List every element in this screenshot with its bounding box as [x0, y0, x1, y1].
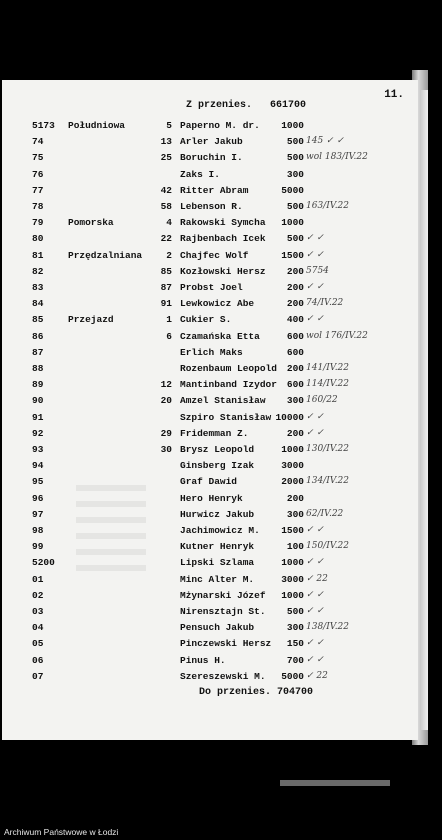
table-row: [2, 136, 418, 152]
entry-number: 06: [32, 654, 44, 666]
person-name: Probst Joel: [180, 282, 243, 293]
amount: 100: [286, 541, 304, 553]
entry-number: 5173: [32, 120, 55, 131]
table-row: [2, 493, 418, 509]
amount: 700: [286, 654, 304, 666]
entry-number: 85: [32, 314, 44, 326]
amount: 200: [286, 282, 304, 293]
entry-number: 87: [32, 346, 44, 358]
amount: 200: [286, 298, 304, 310]
table-row: [2, 525, 418, 541]
table-row: [2, 638, 418, 654]
entry-number: 97: [32, 508, 44, 520]
handwritten-note: wol 176/IV.22: [306, 330, 368, 341]
entry-number: 96: [32, 492, 44, 504]
table-row: [2, 444, 418, 460]
entry-number: 5200: [32, 557, 55, 569]
amount: 3000: [281, 460, 304, 472]
amount: 1500: [281, 249, 304, 261]
entry-number: 80: [32, 233, 44, 245]
house-number: 2: [166, 249, 172, 261]
carry-over-bottom: Do przenies. 704700: [199, 687, 314, 698]
handwritten-note: ✓ ✓: [306, 557, 324, 568]
table-row: [2, 509, 418, 525]
handwritten-note: 5754: [306, 265, 329, 276]
handwritten-note: ✓ ✓: [306, 589, 324, 600]
amount: 600: [286, 330, 304, 342]
table-row: [2, 606, 418, 622]
person-name: Rozenbaum Leopold: [180, 363, 277, 374]
entry-number: 75: [32, 152, 44, 164]
handwritten-note: ✓ ✓: [306, 638, 324, 649]
amount: 1000: [281, 444, 304, 455]
entry-number: 90: [32, 395, 44, 407]
handwritten-note: ✓ ✓: [306, 249, 324, 260]
amount: 600: [286, 346, 304, 358]
person-name: Pinczewski Hersz: [180, 638, 272, 650]
amount: 150: [286, 638, 304, 650]
handwritten-note: ✓ 22: [306, 573, 328, 584]
entry-number: 95: [32, 476, 44, 488]
entry-number: 79: [32, 217, 44, 229]
entry-number: 78: [32, 201, 44, 212]
entry-number: 99: [32, 541, 44, 553]
handwritten-note: wol 183/IV.22: [306, 152, 368, 163]
handwritten-note: 160/22: [306, 395, 338, 406]
handwritten-note: 145 ✓ ✓: [306, 136, 344, 147]
handwritten-note: 150/IV.22: [306, 541, 350, 552]
table-row: [2, 590, 418, 606]
table-row: [2, 314, 418, 330]
person-name: Rajbenbach Icek: [180, 233, 266, 245]
house-number: 29: [160, 427, 172, 439]
page-shadow-edge: [280, 780, 390, 786]
amount: 500: [286, 201, 304, 212]
table-row: [2, 428, 418, 444]
entry-number: 07: [32, 670, 44, 682]
handwritten-note: 134/IV.22: [306, 476, 350, 487]
person-name: Ginsberg Izak: [180, 460, 255, 472]
handwritten-note: ✓ ✓: [306, 606, 324, 616]
entry-number: 91: [32, 411, 44, 423]
entry-number: 03: [32, 606, 44, 617]
amount: 3000: [281, 573, 304, 585]
person-name: Szereszewski M.: [180, 670, 266, 682]
amount: 1000: [281, 217, 304, 229]
person-name: Hero Henryk: [180, 492, 243, 504]
table-row: [2, 412, 418, 428]
person-name: Chajfec Wolf: [180, 249, 249, 261]
person-name: Cukier S.: [180, 314, 232, 326]
street-name: Południowa: [68, 120, 126, 131]
person-name: Arler Jakub: [180, 136, 243, 148]
person-name: Paperno M. dr.: [180, 120, 260, 131]
entry-number: 93: [32, 444, 44, 455]
amount: 600: [286, 379, 304, 391]
table-row: [2, 233, 418, 249]
person-name: Jachimowicz M.: [180, 525, 260, 536]
house-number: 25: [160, 152, 172, 164]
house-number: 20: [160, 395, 172, 407]
person-name: Zaks I.: [180, 168, 220, 180]
person-name: Nirensztajn St.: [180, 606, 266, 617]
house-number: 30: [160, 444, 172, 455]
amount: 200: [286, 265, 304, 277]
carry-over-top: Z przenies. 661700: [186, 100, 307, 111]
table-row: [2, 282, 418, 298]
entry-number: 74: [32, 136, 44, 148]
amount: 500: [286, 606, 304, 617]
house-number: 58: [160, 201, 172, 212]
person-name: Mżynarski Józef: [180, 589, 266, 601]
table-row: [2, 671, 418, 687]
archive-footer: [0, 822, 442, 840]
table-row: [2, 250, 418, 266]
person-name: Boruchin I.: [180, 152, 243, 164]
entry-number: 86: [32, 330, 44, 342]
amount: 10000: [275, 411, 304, 423]
table-row: [2, 574, 418, 590]
handwritten-note: ✓ ✓: [306, 411, 324, 422]
entry-number: 77: [32, 184, 44, 196]
entry-number: 84: [32, 298, 44, 310]
street-name: Przejazd: [68, 314, 114, 326]
amount: 1000: [281, 120, 304, 131]
entry-number: 83: [32, 282, 44, 293]
amount: 200: [286, 363, 304, 374]
amount: 1000: [281, 589, 304, 601]
amount: 2000: [281, 476, 304, 488]
house-number: 91: [160, 298, 172, 310]
person-name: Graf Dawid: [180, 476, 238, 488]
table-row: [2, 347, 418, 363]
handwritten-note: ✓ 22: [306, 670, 328, 681]
person-name: Erlich Maks: [180, 346, 243, 358]
person-name: Mantinband Izydor: [180, 379, 277, 391]
table-row: [2, 557, 418, 573]
entry-number: 76: [32, 168, 44, 180]
entry-number: 01: [32, 573, 44, 585]
book-page-edges: [420, 90, 428, 730]
amount: 300: [286, 622, 304, 634]
person-name: Czamańska Etta: [180, 330, 260, 342]
amount: 200: [286, 492, 304, 504]
amount: 5000: [281, 184, 304, 196]
table-row: [2, 331, 418, 347]
table-row: [2, 298, 418, 314]
house-number: 6: [166, 330, 172, 342]
house-number: 85: [160, 265, 172, 277]
amount: 300: [286, 168, 304, 180]
house-number: 22: [160, 233, 172, 245]
amount: 1000: [281, 557, 304, 569]
person-name: Szpiro Stanisław: [180, 411, 272, 423]
amount: 1500: [281, 525, 304, 536]
handwritten-note: ✓ ✓: [306, 525, 324, 535]
handwritten-note: ✓ ✓: [306, 233, 324, 244]
person-name: Amzel Stanisław: [180, 395, 266, 407]
table-row: [2, 120, 418, 136]
table-row: [2, 655, 418, 671]
handwritten-note: 114/IV.22: [306, 379, 350, 390]
amount: 5000: [281, 670, 304, 682]
house-number: 13: [160, 136, 172, 148]
person-name: Ritter Abram: [180, 184, 249, 196]
amount: 200: [286, 427, 304, 439]
amount: 300: [286, 508, 304, 520]
table-row: [2, 217, 418, 233]
handwritten-note: 74/IV.22: [306, 298, 344, 309]
person-name: Lebenson R.: [180, 201, 243, 212]
house-number: 4: [166, 217, 172, 229]
person-name: Pensuch Jakub: [180, 622, 255, 634]
page-number: 11.: [384, 89, 404, 101]
table-row: [2, 541, 418, 557]
person-name: Rakowski Symcha: [180, 217, 266, 229]
handwritten-note: 130/IV.22: [306, 444, 350, 454]
table-row: [2, 379, 418, 395]
table-row: [2, 201, 418, 217]
handwritten-note: 138/IV.22: [306, 622, 350, 633]
person-name: Kozłowski Hersz: [180, 265, 266, 277]
person-name: Lewkowicz Abe: [180, 298, 255, 310]
amount: 400: [286, 314, 304, 326]
amount: 500: [286, 233, 304, 245]
person-name: Pinus H.: [180, 654, 226, 666]
table-row: [2, 152, 418, 168]
person-name: Lipski Szlama: [180, 557, 255, 569]
table-row: [2, 185, 418, 201]
entry-number: 05: [32, 638, 44, 650]
house-number: 5: [166, 120, 172, 131]
entry-number: 82: [32, 265, 44, 277]
person-name: Fridemman Z.: [180, 427, 249, 439]
entry-number: 98: [32, 525, 44, 536]
amount: 500: [286, 152, 304, 164]
person-name: Kutner Henryk: [180, 541, 255, 553]
handwritten-note: 141/IV.22: [306, 363, 350, 373]
handwritten-note: ✓ ✓: [306, 282, 324, 292]
table-row: [2, 622, 418, 638]
table-row: [2, 266, 418, 282]
handwritten-note: ✓ ✓: [306, 654, 324, 665]
entry-number: 92: [32, 427, 44, 439]
table-row: [2, 363, 418, 379]
handwritten-note: ✓ ✓: [306, 427, 324, 438]
table-row: [2, 460, 418, 476]
entry-number: 02: [32, 589, 44, 601]
table-row: [2, 395, 418, 411]
entry-number: 81: [32, 249, 44, 261]
handwritten-note: ✓ ✓: [306, 314, 324, 325]
entry-number: 88: [32, 363, 44, 374]
table-row: [2, 476, 418, 492]
entry-number: 89: [32, 379, 44, 391]
street-name: Pomorska: [68, 217, 114, 229]
table-row: [2, 169, 418, 185]
street-name: Przędzalniana: [68, 249, 143, 261]
house-number: 42: [160, 184, 172, 196]
handwritten-note: 163/IV.22: [306, 201, 350, 211]
person-name: Hurwicz Jakub: [180, 508, 255, 520]
entry-number: 94: [32, 460, 44, 472]
person-name: Brysz Leopold: [180, 444, 255, 455]
house-number: 87: [160, 282, 172, 293]
house-number: 12: [160, 379, 172, 391]
ledger-page: [2, 80, 418, 740]
person-name: Minc Alter M.: [180, 573, 255, 585]
amount: 500: [286, 136, 304, 148]
entry-number: 04: [32, 622, 44, 634]
house-number: 1: [166, 314, 172, 326]
archive-label: Archiwum Państwowe w Łodzi: [4, 827, 119, 837]
amount: 300: [286, 395, 304, 407]
handwritten-note: 62/IV.22: [306, 508, 344, 519]
